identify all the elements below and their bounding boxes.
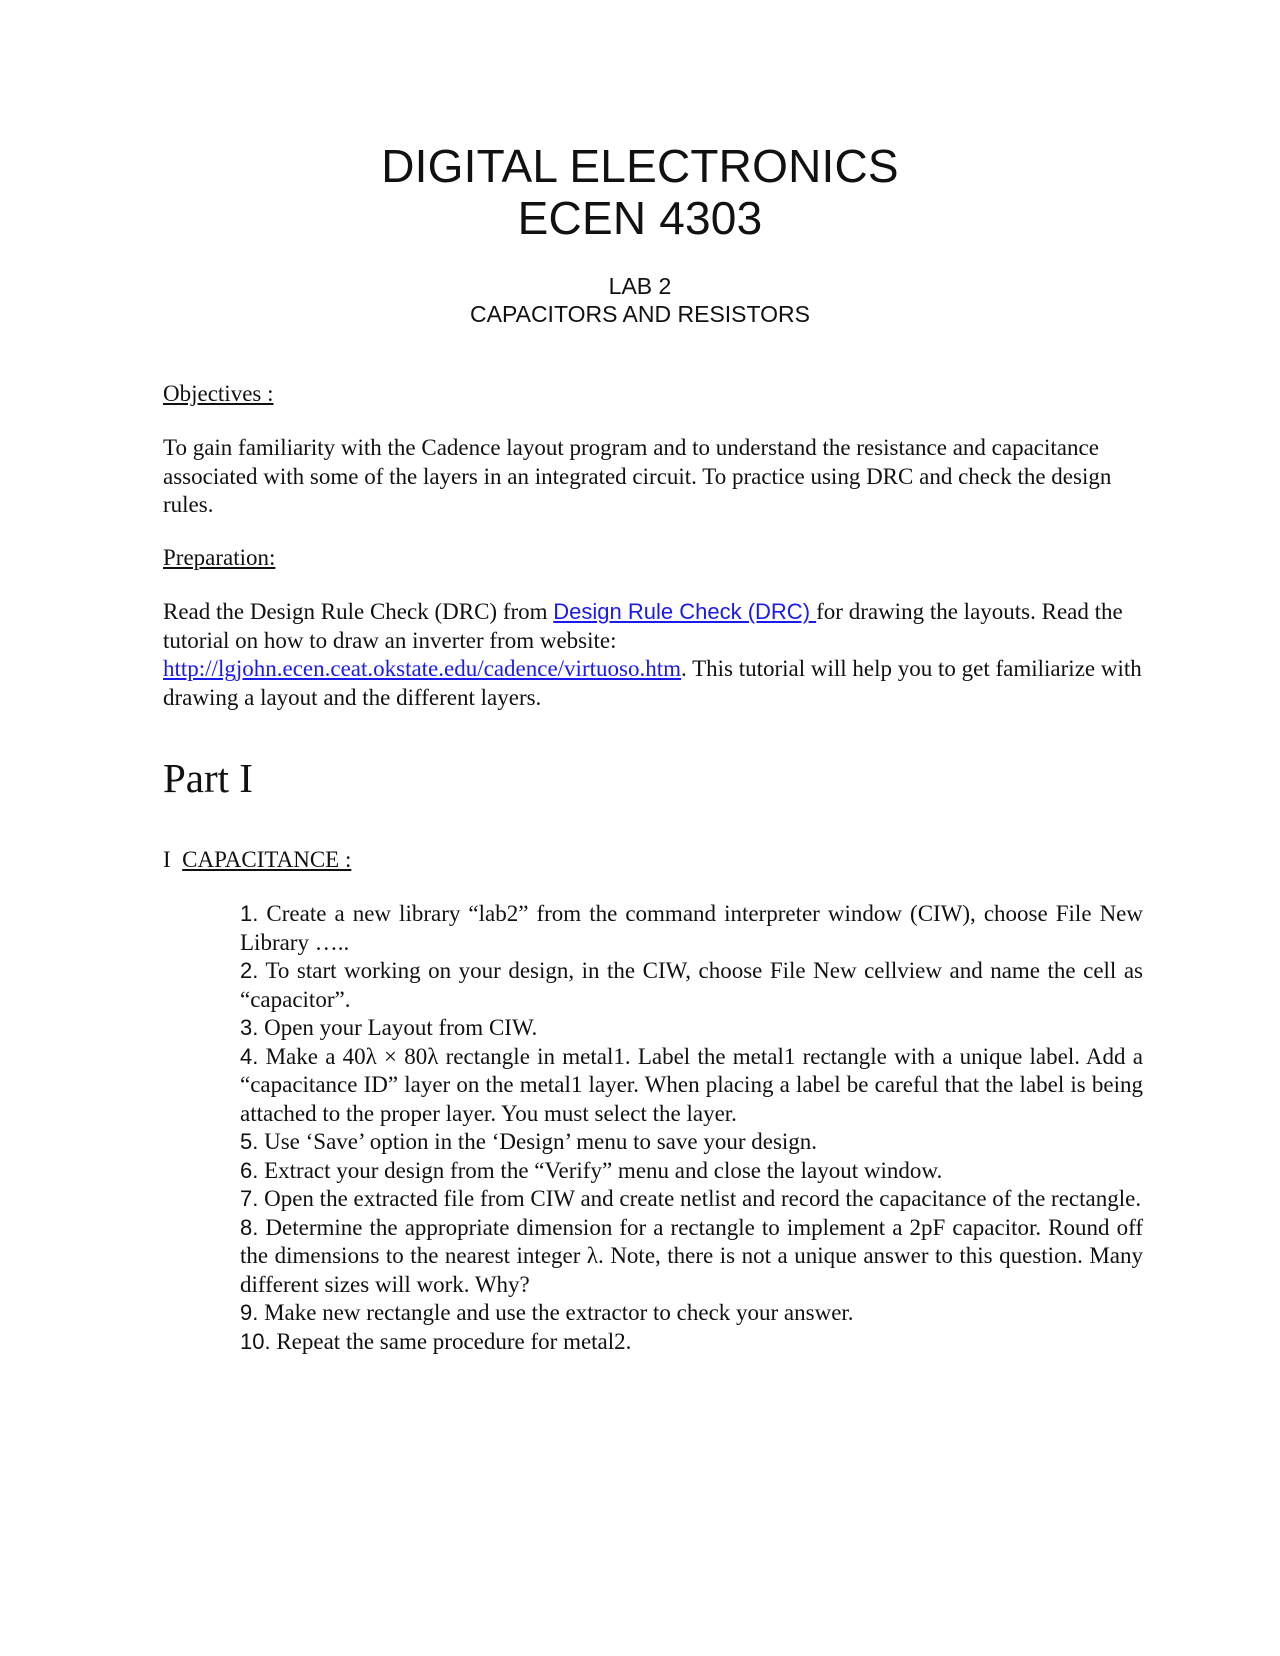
step-text: Make a 40λ × 80λ rectangle in metal1. Label the metal1 rectangle with a unique label. Add a “capacitance ID” layer on the metal1 layer. When placing a label be careful that the label is being attached to the proper layer. You must select the layer.: [240, 1043, 1143, 1126]
objectives-text: To gain familiarity with the Cadence layout program and to understand the resistance and capacitance associated with some of the layers in an integrated circuit. To practice using DRC and check the design rules.: [163, 435, 1112, 517]
step-text: Create a new library “lab2” from the command interpreter window (CIW), choose File New Library …..: [240, 901, 1143, 955]
step-number: 9.: [240, 1300, 259, 1325]
preparation-text-part1: Read the Design Rule Check (DRC) from: [163, 599, 554, 624]
step-number: 4.: [240, 1043, 259, 1069]
step-text: Open your Layout from CIW.: [258, 1015, 538, 1040]
objectives-heading: Objectives :: [163, 381, 274, 406]
step-text: Use ‘Save’ option in the ‘Design’ menu to save your design.: [258, 1129, 818, 1154]
lab-title: CAPACITORS AND RESISTORS: [470, 301, 810, 327]
step-number: 10.: [240, 1328, 271, 1354]
step-number: 7.: [240, 1186, 259, 1211]
capacitance-step: [240, 1157, 1143, 1186]
step-number: 5.: [240, 1129, 259, 1154]
step-number: 2.: [240, 958, 259, 983]
capacitance-step: [240, 1328, 1143, 1357]
part-title: Part I: [163, 755, 253, 801]
preparation-heading: Preparation:: [163, 545, 276, 570]
step-text: Extract your design from the “Verify” menu and close the layout window.: [258, 1157, 943, 1183]
capacitance-step: [240, 1185, 1143, 1214]
capacitance-step: [240, 957, 1143, 1014]
capacitance-step: [240, 1014, 1143, 1043]
capacitance-step: [240, 1128, 1143, 1157]
preparation-text-part2: for drawing the layouts. Read the tutorial on how to draw an inverter from website:: [163, 599, 1123, 653]
capacitance-step: [240, 900, 1143, 957]
capacitance-roman: I: [163, 847, 171, 872]
virtuoso-tutorial-link[interactable]: http://lgjohn.ecen.ceat.okstate.edu/cadence/virtuoso.htm: [163, 656, 681, 681]
step-text: To start working on your design, in the CIW, choose File New cellview and name the cell as “capacitor”.: [240, 958, 1143, 1012]
step-text: Repeat the same procedure for metal2.: [270, 1328, 632, 1354]
step-number: 3.: [240, 1015, 259, 1040]
step-text: Determine the appropriate dimension for a rectangle to implement a 2pF capacitor. Round off the dimensions to the nearest integer λ. Note, there is not a unique answer to this question. Many different sizes will work. Why?: [240, 1214, 1143, 1297]
step-number: 8.: [240, 1214, 259, 1240]
capacitance-step: [240, 1299, 1143, 1328]
preparation-text-part3: . This tutorial will help you to get familiarize with drawing a layout and the different layers.: [163, 656, 1142, 710]
preparation-text: [163, 598, 1143, 712]
document-title-line1: DIGITAL ELECTRONICS: [381, 140, 899, 192]
capacitance-steps: [240, 900, 1143, 1356]
step-text: Open the extracted file from CIW and create netlist and record the capacitance of the rectangle.: [258, 1186, 1142, 1211]
document-title-line2: ECEN 4303: [517, 192, 763, 244]
capacitance-step: [240, 1043, 1143, 1129]
step-text: Make new rectangle and use the extractor to check your answer.: [258, 1300, 854, 1325]
step-number: 1.: [240, 901, 259, 926]
capacitance-heading: [163, 846, 351, 874]
lab-number: LAB 2: [608, 273, 672, 299]
step-number: 6.: [240, 1157, 259, 1183]
drc-link[interactable]: Design Rule Check (DRC): [553, 599, 817, 624]
capacitance-step: [240, 1214, 1143, 1300]
capacitance-title: CAPACITANCE :: [182, 847, 352, 872]
